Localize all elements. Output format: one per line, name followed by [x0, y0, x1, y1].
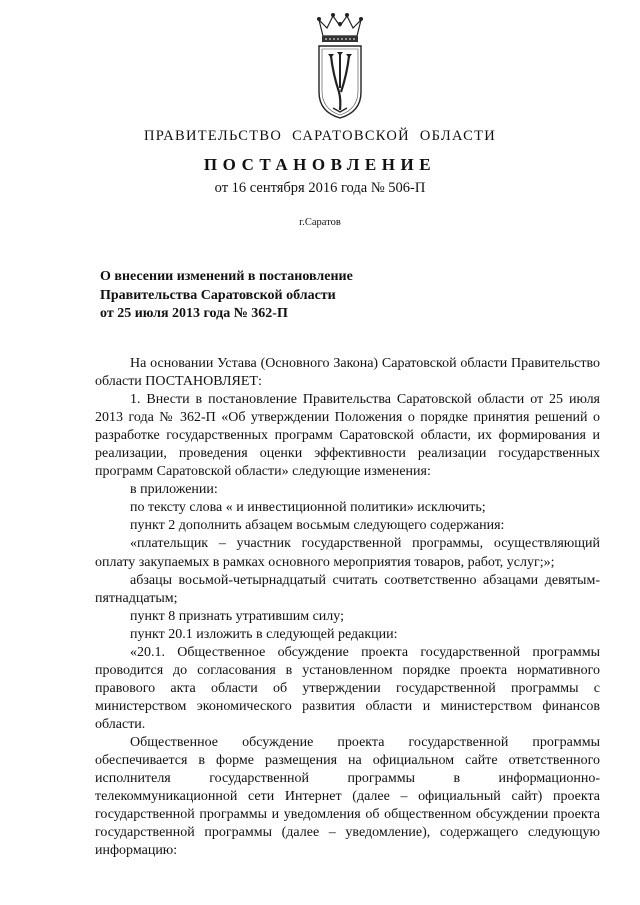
decree-body	[95, 355, 600, 860]
government-name: ПРАВИТЕЛЬСТВО САРАТОВСКОЙ ОБЛАСТИ	[143, 128, 497, 144]
subject-line: О внесении изменений в постановление	[100, 269, 353, 284]
body-paragraph: На основании Устава (Основного Закона) Саратовской области Правительство области ПОСТАНОВЛЯЕТ:	[95, 356, 600, 390]
body-paragraph: по тексту слова « и инвестиционной политики» исключить;	[130, 500, 486, 516]
body-paragraph: 1. Внести в постановление Правительства Саратовской области от 25 июля 2013 года № 362-П «Об утверждении Положения о порядке принятия решений о разработке государственных программ Саратовской области, их формирования и реализации, проведения оценки эффективности реализации государственных программ Саратовской области» следующие изменения:	[95, 392, 600, 480]
body-paragraph: Общественное обсуждение проекта государственной программы обеспечивается в форме размещения на официальном сайте ответственного исполнителя государственной программы в информационно-телекоммуникационной сети Интернет (далее – официальный сайт) проекта государственной программы и уведомления об общественном обсуждении проекта государственной программы (далее – уведомление), содержащего следующую информацию:	[95, 734, 600, 859]
decree-date-number: от 16 сентября 2016 года № 506-П	[214, 180, 426, 196]
city-name: г.Саратов	[299, 217, 341, 228]
body-paragraph: «плательщик – участник государственной программы, осуществляющий оплату закупаемых в рамках основного мероприятия товаров, работ, услуг;»;	[95, 536, 600, 570]
body-paragraph: в приложении:	[130, 482, 218, 498]
document-type: ПОСТАНОВЛЕНИЕ	[203, 155, 437, 174]
body-paragraph: пункт 20.1 изложить в следующей редакции:	[130, 626, 398, 642]
body-paragraph: пункт 2 дополнить абзацем восьмым следующего содержания:	[130, 518, 505, 534]
body-paragraph: «20.1. Общественное обсуждение проекта государственной программы проводится до согласования в установленном порядке проекта нормативного правового акта области об утверждении государственной программы с министерством экономического развития области и министерством финансов области.	[95, 644, 600, 732]
body-paragraph: абзацы восьмой-четырнадцатый считать соответственно абзацами девятым-пятнадцатым;	[95, 572, 600, 606]
subject-line: от 25 июля 2013 года № 362-П	[100, 306, 288, 321]
saratov-coat-of-arms-icon	[311, 12, 369, 120]
subject-line: Правительства Саратовской области	[100, 287, 336, 303]
decree-subject	[100, 268, 353, 324]
body-paragraph: пункт 8 признать утратившим силу;	[130, 608, 344, 624]
